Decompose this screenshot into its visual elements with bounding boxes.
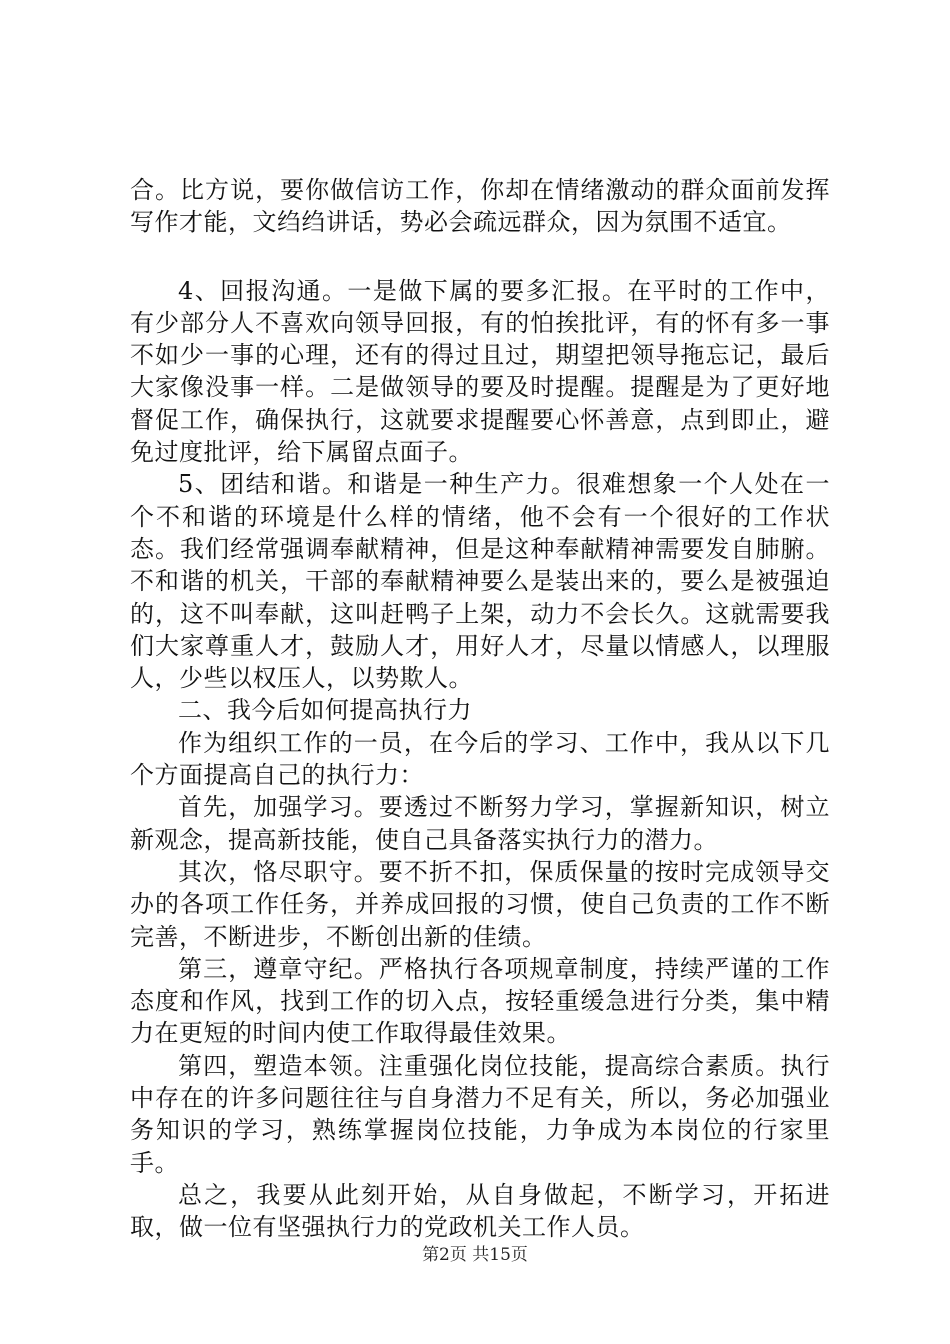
paragraph-third: 第三，遵章守纪。严格执行各项规章制度，持续严谨的工作态度和作风，找到工作的切入点，按轻重缓急进行分类，集中精力在更短的时间内使工作取得最佳效果。 bbox=[130, 954, 830, 1048]
paragraph-conclusion: 总之，我要从此刻开始，从自身做起，不断学习，开拓进取，做一位有坚强执行力的党政机关工作人员。 bbox=[130, 1180, 830, 1242]
paragraph-fourth: 第四，塑造本领。注重强化岗位技能，提高综合素质。执行中存在的许多问题往往与自身潜力不足有关，所以，务必加强业务知识的学习，熟练掌握岗位技能，力争成为本岗位的行家里手。 bbox=[130, 1051, 830, 1177]
page-number-footer: 第2页 共15页 bbox=[422, 1245, 528, 1265]
paragraph-unity-harmony: 5、团结和谐。和谐是一种生产力。很难想象一个人处在一个不和谐的环境是什么样的情绪，他不会有一个很好的工作状态。我们经常强调奉献精神，但是这种奉献精神需要发自肺腑。不和谐的机关，干部的奉献精神要么是装出来的，要么是被强迫的，这不叫奉献，这叫赶鸭子上架，动力不会长久。这就需要我们大家尊重人才，鼓励人才，用好人才，尽量以情感人，以理服人，少些以权压人，以势欺人。 bbox=[130, 470, 830, 693]
paragraph-report-communication: 4、回报沟通。一是做下属的要多汇报。在平时的工作中，有少部分人不喜欢向领导回报，有的怕挨批评，有的怀有多一事不如少一事的心理，还有的得过且过，期望把领导拖忘记，最后大家像没事一样。二是做领导的要及时提醒。提醒是为了更好地督促工作，确保执行，这就要求提醒要心怀善意，点到即止，避免过度批评，给下属留点面子。 bbox=[130, 276, 830, 467]
paragraph-gap bbox=[130, 239, 830, 275]
document-body bbox=[130, 174, 830, 1244]
paragraph-first: 首先，加强学习。要透过不断努力学习，掌握新知识，树立新观念，提高新技能，使自己具备落实执行力的潜力。 bbox=[130, 793, 830, 854]
paragraph-intro: 作为组织工作的一员，在今后的学习、工作中，我从以下几个方面提高自己的执行力： bbox=[130, 728, 830, 790]
paragraph-second: 其次，恪尽职守。要不折不扣，保质保量的按时完成领导交办的各项工作任务，并养成回报的习惯，使自己负责的工作不断完善，不断进步，不断创出新的佳绩。 bbox=[130, 857, 830, 951]
paragraph-continuation: 合。比方说，要你做信访工作，你却在情绪激动的群众面前发挥写作才能，文绉绉讲话，势必会疏远群众，因为氛围不适宜。 bbox=[130, 176, 830, 237]
section-heading: 二、我今后如何提高执行力 bbox=[178, 696, 472, 725]
